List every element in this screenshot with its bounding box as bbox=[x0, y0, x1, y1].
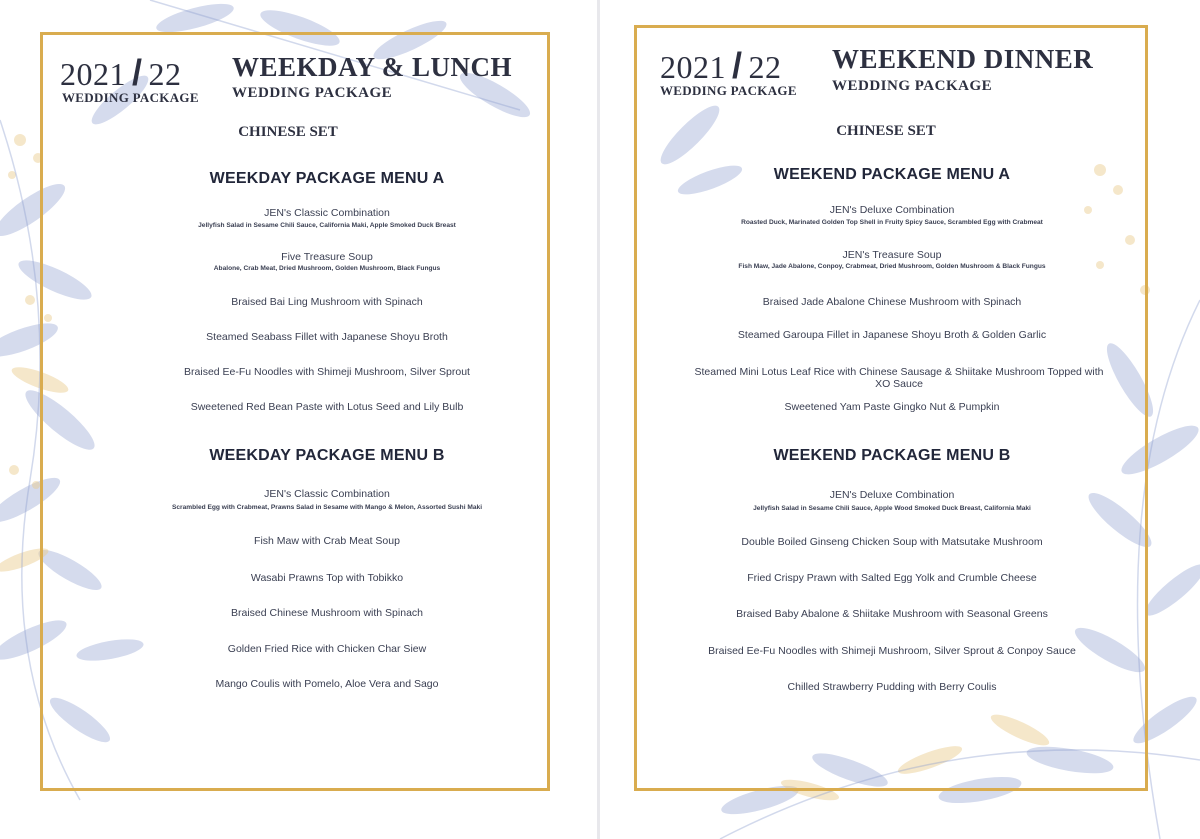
menu-a-title: WEEKDAY PACKAGE MENU A bbox=[209, 170, 445, 187]
year-start: 2021 bbox=[60, 56, 126, 92]
year-slash: / bbox=[732, 45, 743, 86]
dish-name: Wasabi Prawns Top with Tobikko bbox=[250, 572, 404, 584]
dish-description: Abalone, Crab Meat, Dried Mushroom, Golden Mushroom, Black Fungus bbox=[213, 265, 441, 272]
menu-a-title: WEEKEND PACKAGE MENU A bbox=[773, 166, 1011, 183]
dish-name: JEN's Classic Combination bbox=[264, 488, 390, 500]
dish-name: Steamed Mini Lotus Leaf Rice with Chinese Sausage & Shiitake Mushroom Topped with XO Sauce bbox=[694, 366, 1104, 390]
dish-name: JEN's Classic Combination bbox=[264, 207, 390, 219]
dish-name: JEN's Deluxe Combination bbox=[829, 204, 955, 216]
year-end: 22 bbox=[748, 49, 782, 85]
year-end: 22 bbox=[148, 56, 182, 92]
dish-name: Braised Bai Ling Mushroom with Spinach bbox=[231, 296, 423, 308]
dish-description: Jellyfish Salad in Sesame Chili Sauce, Apple Wood Smoked Duck Breast, California Maki bbox=[753, 505, 1031, 512]
dish-name: Braised Chinese Mushroom with Spinach bbox=[230, 607, 423, 619]
menu-b-title: WEEKDAY PACKAGE MENU B bbox=[209, 447, 445, 464]
menu-b-title: WEEKEND PACKAGE MENU B bbox=[773, 447, 1011, 464]
dish-description: Fish Maw, Jade Abalone, Conpoy, Crabmeat, Dried Mushroom, Golden Mushroom & Black Fungus bbox=[738, 263, 1046, 270]
dish-name: Steamed Garoupa Fillet in Japanese Shoyu Broth & Golden Garlic bbox=[737, 329, 1047, 341]
dish-description: Jellyfish Salad in Sesame Chili Sauce, California Maki, Apple Smoked Duck Breast bbox=[198, 222, 456, 229]
dish-name: Mango Coulis with Pomelo, Aloe Vera and Sago bbox=[215, 678, 439, 690]
dish-name: Braised Jade Abalone Chinese Mushroom with Spinach bbox=[762, 296, 1022, 308]
dish-name: JEN's Deluxe Combination bbox=[829, 489, 955, 501]
dish-name: Braised Ee-Fu Noodles with Shimeji Mushroom, Silver Sprout bbox=[184, 366, 470, 378]
dish-name: Chilled Strawberry Pudding with Berry Coulis bbox=[787, 681, 997, 693]
year-start: 2021 bbox=[660, 49, 726, 85]
dish-name: Sweetened Yam Paste Gingko Nut & Pumpkin bbox=[784, 401, 1000, 413]
dish-name: Five Treasure Soup bbox=[281, 251, 373, 263]
year-slash: / bbox=[132, 52, 143, 93]
set-label: CHINESE SET bbox=[238, 124, 338, 140]
dish-name: Braised Baby Abalone & Shiitake Mushroom with Seasonal Greens bbox=[736, 608, 1048, 620]
year-subtitle: WEDDING PACKAGE bbox=[660, 83, 797, 98]
dish-name: Steamed Seabass Fillet with Japanese Shoyu Broth bbox=[206, 331, 448, 343]
set-label: CHINESE SET bbox=[836, 123, 936, 139]
year-heading bbox=[660, 45, 782, 87]
dish-name: Sweetened Red Bean Paste with Lotus Seed and Lily Bulb bbox=[190, 401, 464, 413]
page-subtitle: WEDDING PACKAGE bbox=[232, 85, 393, 101]
page-title: WEEKDAY & LUNCH bbox=[232, 52, 513, 82]
page-title: WEEKEND DINNER bbox=[832, 44, 1094, 74]
page-subtitle: WEDDING PACKAGE bbox=[832, 78, 993, 94]
dish-name: Double Boiled Ginseng Chicken Soup with Matsutake Mushroom bbox=[741, 536, 1043, 548]
dish-name: Golden Fried Rice with Chicken Char Siew bbox=[227, 643, 427, 655]
year-subtitle: WEDDING PACKAGE bbox=[62, 90, 199, 105]
dish-name: JEN's Treasure Soup bbox=[842, 249, 942, 261]
dish-description: Roasted Duck, Marinated Golden Top Shell in Fruity Spicy Sauce, Scrambled Egg with Crabmeat bbox=[741, 219, 1043, 226]
menu-page-weekday bbox=[0, 0, 597, 839]
dish-name: Fish Maw with Crab Meat Soup bbox=[254, 535, 400, 547]
dish-name: Braised Ee-Fu Noodles with Shimeji Mushroom, Silver Sprout & Conpoy Sauce bbox=[708, 645, 1076, 657]
dish-description: Scrambled Egg with Crabmeat, Prawns Salad in Sesame with Mango & Melon, Assorted Sushi Maki bbox=[171, 504, 483, 511]
year-heading bbox=[60, 52, 182, 94]
dish-name: Fried Crispy Prawn with Salted Egg Yolk and Crumble Cheese bbox=[747, 572, 1037, 584]
menu-page-weekend bbox=[600, 0, 1200, 839]
